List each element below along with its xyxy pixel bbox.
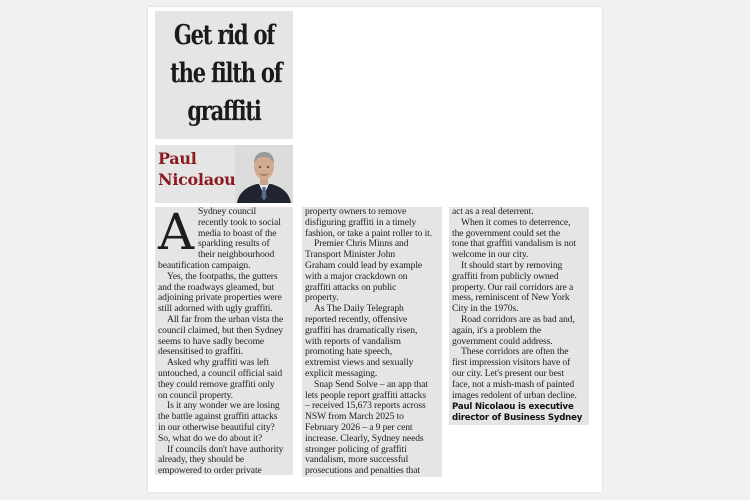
headline-line: graffiti [187, 96, 261, 127]
paragraph [158, 272, 290, 315]
paragraph [305, 239, 439, 304]
text-line: graffiti attacks on public [305, 281, 397, 293]
paragraph [305, 380, 439, 477]
text-line: seems to have sadly become [158, 335, 265, 347]
text-line: lets people report graffiti attacks [305, 389, 426, 401]
paragraph [452, 347, 586, 401]
text-line: explicit messaging. [305, 367, 378, 379]
text-line: they could remove graffiti only [158, 378, 275, 390]
text-line: desensitised to graffiti. [158, 346, 243, 358]
article-column-2 [302, 207, 442, 477]
author-name-line: Nicolaou [158, 170, 236, 189]
text-line: property. [305, 292, 339, 304]
paragraph [452, 218, 586, 261]
paragraph [452, 261, 586, 315]
text-line: with a major crackdown on [305, 270, 408, 282]
text-line: City in the 1970s. [452, 303, 519, 315]
text-line: When it comes to deterrence, [461, 216, 571, 228]
text-line: Transport Minister John [305, 249, 396, 261]
text-line: first impression visitors have of [452, 357, 571, 369]
paragraph [158, 401, 290, 444]
text-line: recently took to social [198, 216, 281, 228]
text-line: council claimed, but then Sydney [158, 324, 283, 336]
text-line: As The Daily Telegraph [314, 303, 404, 315]
author-bio [452, 402, 586, 424]
text-line: Snap Send Solve – an app that [314, 378, 428, 390]
text-line: stronger policing of graffiti [305, 443, 407, 455]
text-line: reported recently, offensive [305, 313, 408, 325]
text-line: their neighbourhood [198, 249, 275, 261]
text-line: government could address. [452, 335, 553, 347]
text-line: disfiguring graffiti in a timely [305, 216, 417, 228]
text-line: act as a real deterrent. [452, 207, 534, 217]
bio-line: director of Business Sydney [452, 413, 583, 424]
text-line: media to boast of the [198, 227, 277, 239]
text-line: on council property. [158, 389, 233, 401]
author-name-line: Paul [158, 149, 197, 168]
text-line: Sydney council [198, 207, 257, 217]
text-line: prosecutions and penalties that [305, 465, 420, 477]
text-line: untouched, a council official said [158, 367, 283, 379]
article-column-3 [449, 207, 589, 425]
text-line: These corridors are often the [461, 346, 569, 358]
text-line: beautification campaign. [158, 259, 251, 271]
author-name [158, 148, 236, 190]
paragraph [305, 304, 439, 380]
paragraph [158, 358, 290, 401]
text-line: increase. Clearly, Sydney needs [305, 432, 424, 444]
paragraph [305, 207, 439, 239]
text-line: sparkling results of [198, 238, 270, 250]
text-line: All far from the urban vista the [167, 313, 284, 325]
text-line: extremist views and sexually [305, 357, 414, 369]
text-line: with reports of vandalism [305, 335, 401, 347]
text-line: and the roadways gleamed, but [158, 281, 275, 293]
text-line: NSW from March 2025 to [305, 411, 404, 423]
text-line: still adorned with ugly graffiti. [158, 303, 273, 315]
headline-line: the filth of [170, 58, 282, 89]
paragraph [452, 315, 586, 347]
text-line: Is it any wonder we are losing [167, 400, 280, 412]
text-line: property. Our rail corridors are a [452, 281, 574, 293]
text-line: face, not a mish-mash of painted [452, 378, 575, 390]
text-line: vandalism, more successful [305, 454, 409, 466]
text-line: promoting hate speech, [305, 346, 393, 358]
paragraph [158, 315, 290, 358]
text-line: welcome in our city. [452, 249, 529, 261]
text-line: If councils don't have authority [167, 443, 284, 455]
headline-line: Get rid of [173, 20, 275, 51]
paragraph [158, 207, 290, 272]
text-line: adjoining private properties were [158, 292, 282, 304]
text-line: Premier Chris Minns and [314, 238, 409, 250]
article-column-1 [155, 207, 293, 475]
newspaper-page [148, 7, 602, 492]
text-line: images redolent of urban decline. [452, 389, 577, 401]
text-line: graffiti has dramatically risen, [305, 324, 418, 336]
text-line: Road corridors are as bad and, [461, 313, 575, 325]
text-line: the government could set the [452, 227, 561, 239]
text-line: already, they should be [158, 454, 245, 466]
headline-box [155, 11, 293, 139]
text-line: Asked why graffiti was left [167, 357, 270, 369]
text-line: again, it's a problem the [452, 324, 542, 336]
author-photo [235, 145, 293, 203]
text-line: mess, reminiscent of New York [452, 292, 570, 304]
bio-line: Paul Nicolaou is executive [452, 402, 574, 413]
drop-cap: A [158, 207, 195, 261]
text-line: in our otherwise beautiful city? [158, 421, 275, 433]
text-line: Yes, the footpaths, the gutters [167, 270, 278, 282]
text-line: the battle against graffiti attacks [158, 411, 278, 423]
headline [170, 17, 282, 131]
text-line: It should start by removing [461, 259, 563, 271]
text-line: graffiti from publicly owned [452, 270, 559, 282]
text-line: empowered to order private [158, 465, 262, 475]
text-line: our city. Let's present our best [452, 367, 564, 379]
text-line: tone that graffiti vandalism is not [452, 238, 576, 250]
text-line: So, what do we do about it? [158, 432, 263, 444]
text-line: Graham could lead by example [305, 259, 423, 271]
byline-box [155, 145, 293, 203]
text-line: February 2026 – a 9 per cent [305, 421, 413, 433]
text-line: property owners to remove [305, 207, 407, 217]
paragraph [158, 445, 290, 475]
text-line: – received 15,673 reports across [305, 400, 426, 412]
text-line: fashion, or take a paint roller to it. [305, 227, 433, 239]
